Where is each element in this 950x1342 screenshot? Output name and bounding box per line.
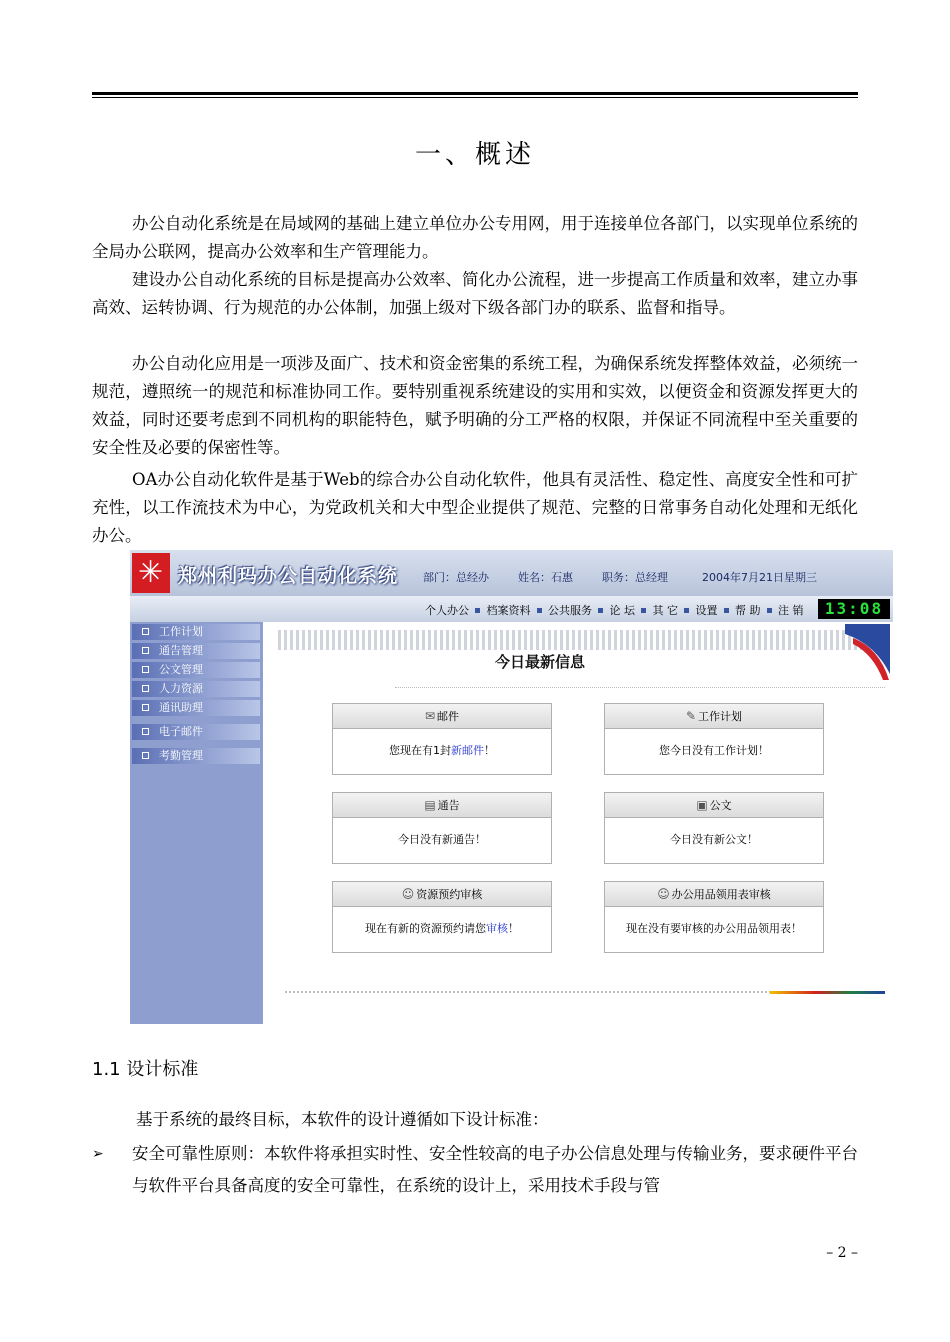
top-nav <box>130 596 893 622</box>
users-icon: ☺ <box>657 887 670 901</box>
user-name-label: 姓名：石惠 <box>518 571 573 584</box>
logo-icon: ✳ <box>132 553 170 593</box>
card-mail: ✉ 邮件 您现在有1封新邮件！ <box>332 703 552 775</box>
panel-title: 今日最新信息 <box>494 653 585 671</box>
card-work-plan <box>604 703 824 775</box>
sidebar-item-work-plan[interactable]: 工作计划 <box>132 624 260 640</box>
footer-color-bar <box>770 991 885 994</box>
content-header-strip <box>278 630 888 650</box>
card-official-doc <box>604 792 824 864</box>
sidebar-item-notices[interactable]: 通告管理 <box>132 643 260 659</box>
card-text: 您现在有1封 <box>389 744 451 757</box>
sidebar <box>130 622 263 1024</box>
sidebar-item-attendance[interactable]: 考勤管理 <box>132 748 260 764</box>
dept-label: 部门：总经办 <box>423 571 489 584</box>
sidebar-item-hr[interactable]: 人力资源 <box>132 681 260 697</box>
nav-archives[interactable]: 档案资料 <box>486 604 531 617</box>
card-title: 邮件 <box>437 710 460 723</box>
card-text: 今日没有新通告！ <box>398 833 486 846</box>
section-heading: 1.1 设计标准 <box>92 1059 199 1080</box>
card-notice <box>332 792 552 864</box>
nav-other[interactable]: 其 它 <box>652 604 678 617</box>
nav-help[interactable]: 帮 助 <box>735 604 761 617</box>
bullet-text: 安全可靠性原则：本软件将承担实时性、安全性较高的电子办公信息处理与传输业务，要求硬件平台与软件平台具备高度的安全可靠性，在系统的设计上，采用技术手段与管 <box>132 1144 858 1195</box>
card-supplies-approval <box>604 881 824 953</box>
page-number: – 2 – <box>826 1245 858 1261</box>
nav-personal-office[interactable]: 个人办公 <box>425 604 469 617</box>
header-rule-thick <box>92 92 858 95</box>
new-mail-link[interactable]: 新邮件 <box>451 744 484 757</box>
sidebar-item-contacts[interactable]: 通讯助理 <box>132 700 260 716</box>
mail-icon: ✉ <box>424 709 436 723</box>
decor-swoosh-icon <box>845 624 890 682</box>
header-rule-thin <box>92 97 858 98</box>
card-title: 办公用品领用表审核 <box>671 888 771 901</box>
card-title: 通告 <box>437 799 460 812</box>
paragraph-3: 办公自动化应用是一项涉及面广、技术和资金密集的系统工程，为确保系统发挥整体效益，必须统一规范，遵照统一的规范和标准协同工作。要特别重视系统建设的实用和实效，以便资金和资源发挥更大的效益，同时还要考虑到不同机构的职能特色，赋予明确的分工严格的权限，并保证不同流程中至关重要的安全性及必要的保密性等。 <box>92 354 858 457</box>
date-label: 2004年7月21日星期三 <box>702 571 817 584</box>
digital-clock: 13:08 <box>818 599 890 619</box>
divider <box>395 687 885 689</box>
card-title: 资源预约审核 <box>416 888 483 901</box>
pencil-icon: ✎ <box>685 709 697 723</box>
nav-forum[interactable]: 论 坛 <box>609 604 635 617</box>
sidebar-item-documents[interactable]: 公文管理 <box>132 662 260 678</box>
document-icon: ▤ <box>424 798 436 812</box>
paragraph-2: 建设办公自动化系统的目标是提高办公效率、简化办公流程，进一步提高工作质量和效率，建立办事高效、运转协调、行为规范的办公体制，加强上级对下级各部门办的联系、监督和指导。 <box>92 270 858 317</box>
app-header <box>130 550 893 596</box>
sidebar-item-email[interactable]: 电子邮件 <box>132 724 260 740</box>
nav-settings[interactable]: 设置 <box>695 604 718 617</box>
bullet-item <box>92 1138 858 1202</box>
position-label: 职务：总经理 <box>602 571 668 584</box>
card-text: 现在有新的资源预约请您 <box>365 922 486 935</box>
nav-logout[interactable]: 注 销 <box>778 604 804 617</box>
arrow-bullet-icon: ➢ <box>92 1146 104 1162</box>
oa-system-screenshot <box>130 550 893 1024</box>
paragraph-4: OA办公自动化软件是基于Web的综合办公自动化软件，他具有灵活性、稳定性、高度安全性和可扩充性，以工作流技术为中心，为党政机关和大中型企业提供了规范、完整的日常事务自动化处理和无纸化办公。 <box>92 470 858 545</box>
approve-link[interactable]: 审核 <box>486 922 508 935</box>
card-title: 公文 <box>709 799 732 812</box>
section-intro: 基于系统的最终目标，本软件的设计遵循如下设计标准： <box>136 1110 549 1129</box>
paragraph-1: 办公自动化系统是在局域网的基础上建立单位办公专用网，用于连接单位各部门，以实现单位系统的全局办公联网，提高办公效率和生产管理能力。 <box>92 214 858 261</box>
card-text: 今日没有新公文！ <box>670 833 758 846</box>
chapter-heading: 一、概述 <box>414 140 535 170</box>
users-icon: ☺ <box>401 887 415 901</box>
nav-public-services[interactable]: 公共服务 <box>548 604 592 617</box>
card-text: 现在没有要审核的办公用品领用表！ <box>626 922 802 935</box>
card-resource-approval: ☺ 资源预约审核 现在有新的资源预约请您审核！ <box>332 881 552 953</box>
card-title: 工作计划 <box>698 710 743 723</box>
folder-icon: ▣ <box>696 798 708 812</box>
system-title: 郑州利玛办公自动化系统 <box>178 565 399 587</box>
card-text: 您今日没有工作计划！ <box>659 744 769 757</box>
